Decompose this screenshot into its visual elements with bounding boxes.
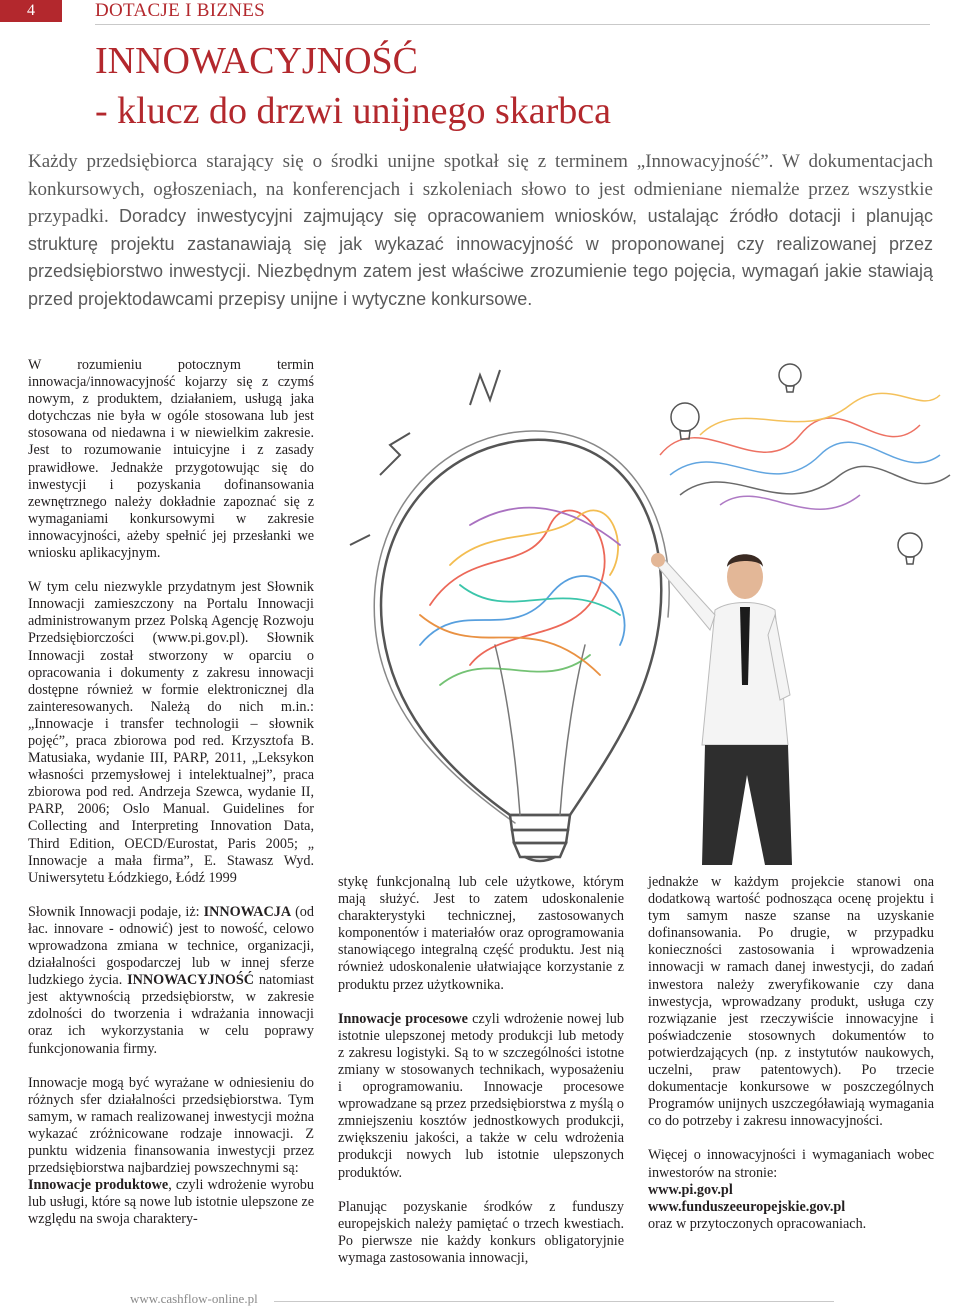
col2-paragraph-3: Planując pozyskanie środków z funduszy europejskich należy pamiętać o trzech kwestiach. Po pierwsze nie każdy konkurs obligatoryjnie wymaga zastosowania innowacji,: [338, 1198, 624, 1266]
col1-p3-definition: (od łac. innovare - odnowić) jest to nowość, celowo wprowadzona zmiana w technice, organizacji, działalności gospodarczej lub w innej sferze ludzkiego życia.: [28, 903, 314, 989]
term-innowacje-produktowe: Innowacje produktowe: [28, 1177, 169, 1194]
col2-paragraph-2: [338, 1011, 624, 1182]
col2-paragraph-1: stykę funkcjonalną lub cele użytkowe, którym mają służyć. Jest to zatem udoskonalenie charakterystyki technicznej, zastosowanych komponentów i materiałów oraz oprogramowania stanowiącego integralną część produktu. Jest nią również udoskonalenie ułatwiające korzystanie z produktu przez użytkownika.: [338, 874, 624, 993]
col3-paragraph-2: Więcej o innowacyjności i wymaganiach wobec inwestorów na stronie:: [648, 1147, 934, 1181]
footer-url[interactable]: www.cashflow-online.pl: [130, 1291, 258, 1306]
link-fundusze-europejskie[interactable]: www.funduszeeuropejskie.gov.pl: [648, 1198, 846, 1215]
col3-paragraph-1: jednakże w każdym projekcie stanowi ona dodatkową wartość podnosząca ocenę projektu i tym samym nasze szanse na uzyskanie dofinansowania. Po drugie, w przypadku konieczności zastosowania i wprowadzenia innowacji w ramach danej inwestycji, do zadań inwestora należy zweryfikowanie czy dana inwestycja, wprowadzany produkt, usługa czy rozwiązanie jest rzeczywiście innowacyjne i poświadczenie stosownych dokumentów to potwierdzających (np. z instytutów naukowych, uczelni, praw patentowych). Po trzecie dokumentacje konkursowe w poszczególnych Programów unijnych uszczegóławiają wymagania co do potrzeby i zakresu innowacyjności.: [648, 874, 934, 1130]
page-number: 4: [0, 0, 62, 22]
col1-p4-rest: , czyli wdrożenie wyrobu lub usługi, które są nowe lub istotnie ulepszone ze względu na swoja charaktery-: [28, 1177, 314, 1228]
col3-paragraph-3: oraz w przytoczonych opracowaniach.: [648, 1215, 867, 1232]
lead-paragraph: [28, 148, 933, 313]
lightbulb-icon: [374, 431, 669, 861]
term-innowacje-procesowe: Innowacje procesowe: [338, 1010, 468, 1027]
article-title: INNOWACYJNOŚĆ: [95, 40, 419, 82]
col1-paragraph-3: [28, 904, 314, 1058]
col1-paragraph-1: W rozumieniu potocznym termin innowacja/innowacyjność kojarzy się z czymś nowym, z produktem, działaniem, usługą jaka dotychczas nie była w ogóle stosowana lub jest stosowana od niedawna i w niewielkim zakresie. Jest to rozumowanie intuicyjne i z zasady prawidłowe. Jednakże przygotowując się do inwestycji i pozyskania dofinansowania zewnętrznego należy dokładnie zapoznać się z wymaganiami konkursowymi w zakresie innowacyjności, ażeby spełnić jej przesłanki we wniosku aplikacyjnym.: [28, 357, 314, 562]
link-pi-gov[interactable]: www.pi.gov.pl: [648, 1181, 733, 1198]
col1-paragraph-2: W tym celu niezwykle przydatnym jest Słownik Innowacji zamieszczony na Portalu Innowacji administrowanym przez Polską Agencję Rozwoju Przedsiębiorczości (www.pi.gov.pl). Słownik Innowacji został stworzony w oparciu o opracowania i dokumenty z zakresu innowacji dostępne również w formie elektronicznej dla zainteresowanych. Należą do nich m.in.: „Innowacje i transfer technologii – słownik pojęć”, praca zbiorowa pod red. Krzysztofa B. Matusiaka, wydanie III, PARP, 2011, „Leksykon własności przemysłowej i intelektualnej”, praca zbiorowa pod red. Andrzeja Szewca, wydanie II, PARP, 2006; Oslo Manual. Guidelines for Collecting and Interpreting Innovation Data, Third Edition, OECD/Eurostat, Paris 2005; „ Innowacje a mała firma”, E. Stawasz Wyd. Uniwersytetu Łódzkiego, Łódź 1999: [28, 579, 314, 886]
col1-p3-rest: natomiast jest aktywnością przedsiębiorstw, w zakresie zdolności do tworzenia i wdrażania innowacji oraz ich wykorzystania w celu poprawy funkcjonowania firmy.: [28, 972, 314, 1057]
header-divider: [95, 24, 930, 25]
lead-part-serif: Każdy przedsiębiorca starający się o środki unijne spotkał się z terminem „Innowacyjność”. W dokumentacjach konkursowych, ogłoszeniach, na konferencjach i szkoleniach słowo to jest odmieniane niemalże przez wszystkie przypadki.: [28, 151, 933, 227]
term-innowacja: INNOWACJA: [203, 903, 292, 920]
idea-cloud-decoration: [660, 393, 950, 509]
lead-part-sans: Doradcy inwestycyjni zajmujący się opracowaniem wniosków, ustalając źródło dotacji i planując strukturę projektu zastanawiają się jak wykazać innowacyjność w proponowanej czy realizowanej przez przedsiębiorstwo inwestycji. Niezbędnym zatem jest właściwe zrozumienie tego pojęcia, wymagań jakie stawiają przed projektodawcami przepisy unijne i wytyczne konkursowe.: [28, 206, 933, 309]
column-left: [28, 357, 314, 1229]
article-subtitle: - klucz do drzwi unijnego skarbca: [95, 90, 611, 132]
term-innowacyjnosc: INNOWACYJNOŚĆ: [127, 972, 254, 989]
light-rays-decoration: [350, 370, 500, 545]
col1-p3-intro: Słownik Innowacji podaje, iż:: [28, 903, 204, 920]
column-right: [648, 874, 934, 1233]
lightbulb-illustration: [320, 345, 960, 865]
col2-p2-rest: czyli wdrożenie nowej lub istotnie ulepszonej metody produkcji lub metody z zakresu logistyki. Są to w szczególności istotne zmiany w stosowanych technikach, wyposażeniu i oprogramowaniu. Innowacje procesowe wprowadzane są przez przedsiębiorstwa z myślą o zmniejszeniu kosztów jednostkowych produkcji, zwiększeniu jakości, a także w celu wdrożenia produkcji nowych lub istotnie ulepszonych produktów.: [338, 1010, 624, 1181]
col1-p4-intro: Innowacje mogą być wyrażane w odniesieniu do różnych sfer działalności przedsiębiorstwa. Tym samym, w ramach realizowanej inwestycji można wykazać zróżnicowane rodzaje innowacji. Z punktu widzenia finansowania inwestycji przez przedsiębiorstwa najbardziej powszechnymi są:: [28, 1074, 314, 1177]
businessman-figure: [651, 553, 792, 865]
scribble-decoration: [420, 508, 625, 685]
footer-divider: [274, 1301, 834, 1302]
column-middle: [338, 874, 624, 1267]
section-title: DOTACJE I BIZNES: [95, 0, 266, 21]
col1-paragraph-4: [28, 1075, 314, 1229]
